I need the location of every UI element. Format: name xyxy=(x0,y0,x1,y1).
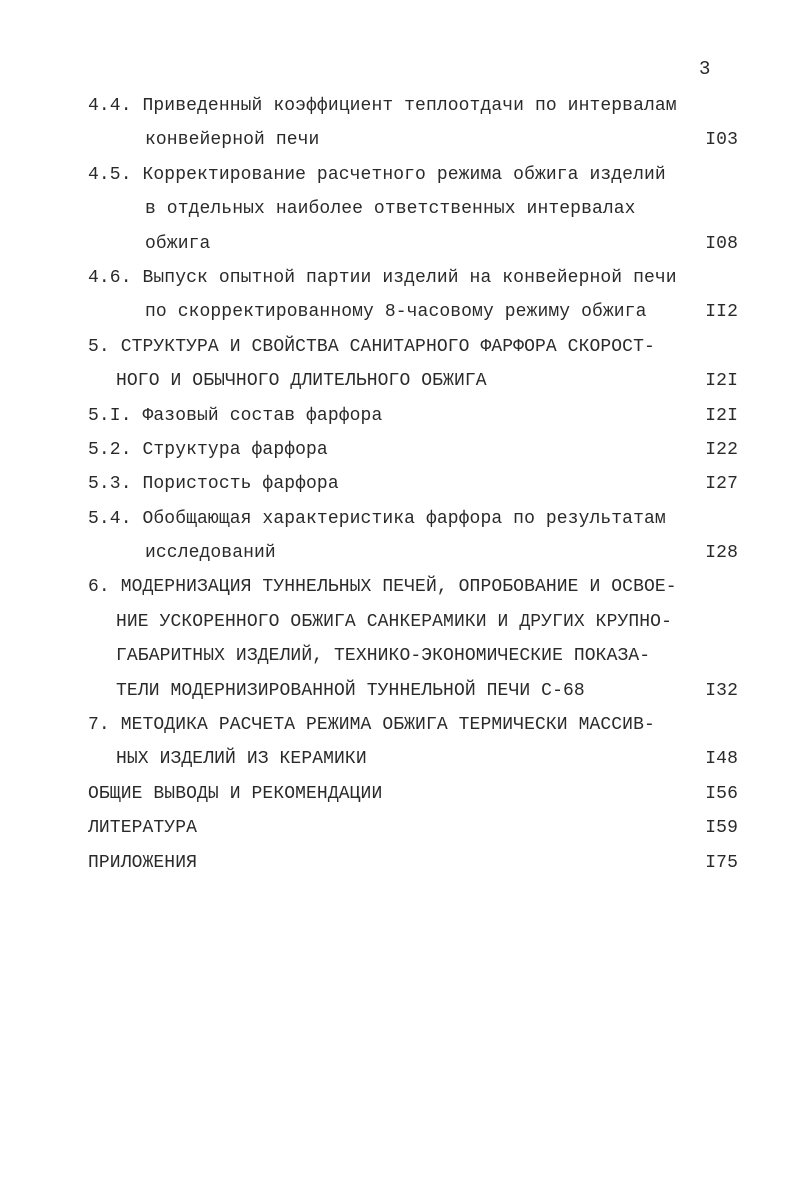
toc-entry-line xyxy=(88,330,738,364)
toc-entry-line xyxy=(88,123,738,157)
toc-entry-line xyxy=(88,227,738,261)
toc-entry-line xyxy=(88,295,738,329)
table-of-contents xyxy=(88,89,738,880)
toc-page-number: I32 xyxy=(705,680,738,701)
toc-entry-line xyxy=(88,639,738,673)
toc-entry-line xyxy=(88,158,738,192)
toc-entry xyxy=(88,261,738,330)
toc-entry-text: ОБЩИЕ ВЫВОДЫ И РЕКОМЕНДАЦИИ xyxy=(88,783,383,804)
toc-page-number: I22 xyxy=(705,439,738,460)
toc-page-number: I28 xyxy=(705,543,738,564)
toc-entry-text: 5. СТРУКТУРА И СВОЙСТВА САНИТАРНОГО ФАРФОРА СКОРОСТ- xyxy=(88,336,655,357)
toc-entry-line xyxy=(88,674,738,708)
toc-entry-line xyxy=(88,605,738,639)
toc-entry-text: ЛИТЕРАТУРА xyxy=(88,818,198,839)
toc-entry-line xyxy=(88,742,738,776)
toc-entry xyxy=(88,708,738,777)
toc-page-number: I59 xyxy=(705,818,738,839)
toc-entry xyxy=(88,399,738,433)
toc-entry-text: НОГО И ОБЫЧНОГО ДЛИТЕЛЬНОГО ОБЖИГА xyxy=(116,371,487,392)
toc-entry-text: 5.3. Пористость фарфора xyxy=(88,474,339,495)
toc-entry xyxy=(88,811,738,845)
toc-entry-line xyxy=(88,811,738,845)
toc-entry-line xyxy=(88,89,738,123)
toc-entry-text: 6. МОДЕРНИЗАЦИЯ ТУННЕЛЬНЫХ ПЕЧЕЙ, ОПРОБОВАНИЕ И ОСВОЕ- xyxy=(88,577,677,598)
toc-entry-text: конвейерной печи xyxy=(145,130,320,151)
toc-entry-text: НЫХ ИЗДЕЛИЙ ИЗ КЕРАМИКИ xyxy=(116,749,367,770)
toc-entry xyxy=(88,158,738,261)
toc-entry-line xyxy=(88,433,738,467)
toc-entry-text: НИЕ УСКОРЕННОГО ОБЖИГА САНКЕРАМИКИ И ДРУГИХ КРУПНО- xyxy=(116,611,672,632)
toc-page-number: I48 xyxy=(705,749,738,770)
toc-entry-text: ТЕЛИ МОДЕРНИЗИРОВАННОЙ ТУННЕЛЬНОЙ ПЕЧИ С-68 xyxy=(116,680,585,701)
toc-entry-line xyxy=(88,777,738,811)
toc-page-number: II2 xyxy=(705,302,738,323)
page-number: 3 xyxy=(699,58,711,80)
toc-entry-line xyxy=(88,364,738,398)
toc-entry-text: 4.6. Выпуск опытной партии изделий на конвейерной печи xyxy=(88,267,677,288)
toc-entry-line xyxy=(88,536,738,570)
toc-page-number: I2I xyxy=(705,371,738,392)
toc-page-number: I2I xyxy=(705,405,738,426)
toc-entry-text: 7. МЕТОДИКА РАСЧЕТА РЕЖИМА ОБЖИГА ТЕРМИЧЕСКИ МАССИВ- xyxy=(88,715,655,736)
toc-page-number: I75 xyxy=(705,852,738,873)
toc-page-number: I27 xyxy=(705,474,738,495)
toc-entry-line xyxy=(88,192,738,226)
toc-entry-line xyxy=(88,261,738,295)
toc-entry xyxy=(88,467,738,501)
toc-entry xyxy=(88,330,738,399)
toc-entry-line xyxy=(88,570,738,604)
toc-entry-text: 4.5. Корректирование расчетного режима обжига изделий xyxy=(88,164,666,185)
toc-entry xyxy=(88,846,738,880)
toc-entry xyxy=(88,502,738,571)
toc-page-number: I56 xyxy=(705,783,738,804)
toc-entry xyxy=(88,570,738,708)
toc-entry-line xyxy=(88,846,738,880)
toc-entry-line xyxy=(88,399,738,433)
toc-entry-text: ПРИЛОЖЕНИЯ xyxy=(88,852,198,873)
toc-entry-text: исследований xyxy=(145,543,276,564)
toc-entry-text: 4.4. Приведенный коэффициент теплоотдачи по интервалам xyxy=(88,96,677,116)
toc-entry-text: 5.2. Структура фарфора xyxy=(88,439,328,460)
toc-page-number: I03 xyxy=(705,130,738,151)
toc-entry-line xyxy=(88,467,738,501)
toc-entry xyxy=(88,433,738,467)
toc-entry-text: обжига xyxy=(145,233,211,254)
toc-entry-text: 5.I. Фазовый состав фарфора xyxy=(88,405,383,426)
toc-entry-text: по скорректированному 8-часовому режиму обжига xyxy=(145,302,647,323)
toc-entry-text: 5.4. Обобщающая характеристика фарфора по результатам xyxy=(88,508,666,529)
toc-entry xyxy=(88,89,738,158)
toc-entry-line xyxy=(88,502,738,536)
toc-entry xyxy=(88,777,738,811)
toc-entry-text: ГАБАРИТНЫХ ИЗДЕЛИЙ, ТЕХНИКО-ЭКОНОМИЧЕСКИЕ ПОКАЗА- xyxy=(116,646,651,667)
toc-entry-line xyxy=(88,708,738,742)
toc-page-number: I08 xyxy=(705,233,738,254)
toc-entry-text: в отдельных наиболее ответственных интервалах xyxy=(145,199,636,220)
